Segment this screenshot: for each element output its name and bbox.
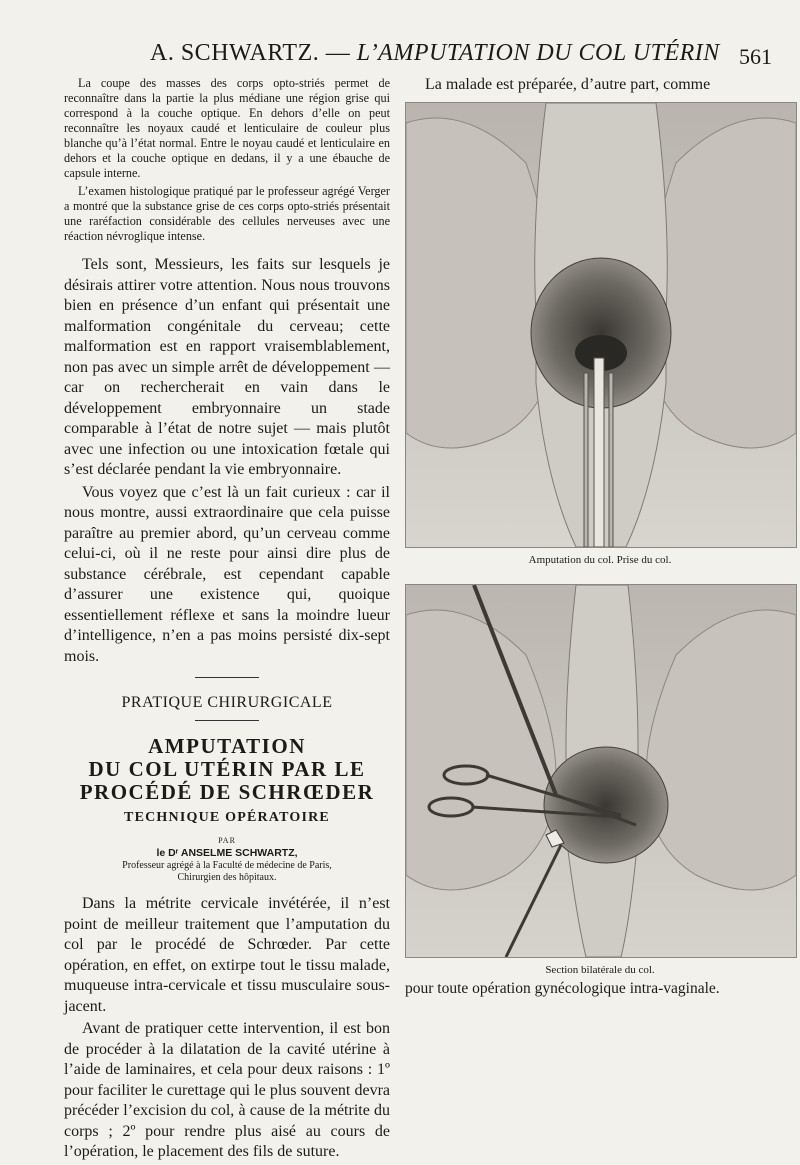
small-paragraph: L’examen histologique pratiqué par le professeur agrégé Verger a montré que la substance grise de ces corps opto-striés présentait une raréfaction considérable des cellules nerveuses avec une réaction névroglique intense. [64, 184, 390, 243]
running-head [150, 40, 770, 67]
article-title-line: AMPUTATION [148, 734, 306, 758]
figure-caption: Section bilatérale du col. [545, 964, 655, 976]
separator [195, 677, 259, 678]
section-heading: PRATIQUE CHIRURGICALE [121, 694, 333, 711]
small-paragraph: La coupe des masses des corps opto-striés permet de reconnaître dans la partie la plus médiane une région grise qui correspond à la couche optique. En dehors d’elle on peut reconnaître les noyaux caudé et lenticulaire de couleur plus blanche qu’à l’état normal. Entre le noyau caudé et lenticulaire en dehors et la couche optique en dedans, il y a une ébauche de capsule interne. [64, 76, 390, 180]
illustration-section-bilaterale [406, 585, 796, 957]
article-title-line: PROCÉDÉ DE SCHRŒDER [79, 780, 375, 804]
continued-line: pour toute opération gynécologique intra-vaginale. [405, 980, 720, 997]
figure-caption: Amputation du col. Prise du col. [528, 554, 672, 566]
illustration-amputation-prise-du-col [406, 103, 796, 547]
affiliation-line: Chirurgien des hôpitaux. [177, 872, 277, 883]
header-author: A. SCHWARTZ. [150, 40, 320, 66]
header-title: L’AMPUTATION DU COL UTÉRIN [356, 40, 720, 66]
article-paragraph: Dans la métrite cervicale invétérée, il n’est point de meilleur traitement que l’amputation du col par le procédé de Schrœder. Par cette opération, en effet, on extirpe tout le tissu malade, muqueuse intra-cervicale et tissu musculaire sous-jacent. [64, 895, 390, 1015]
separator [195, 720, 259, 721]
par-label: PAR [218, 836, 236, 845]
right-column [405, 76, 795, 998]
figure-section [405, 584, 797, 958]
article-subtitle: TECHNIQUE OPÉRATOIRE [124, 810, 330, 825]
affiliation [64, 860, 390, 884]
byline: le Dʳ ANSELME SCHWARTZ, [156, 847, 298, 859]
page-number: 561 [739, 44, 772, 69]
header-dash: — [325, 40, 351, 66]
body-paragraph: Tels sont, Messieurs, les faits sur lesquels je désirais attirer votre attention. Nous nous trouvons bien en présence d’un enfant qui présentait une malformation congénitale du cerveau; cette malformation est en rapport vraisemblablement, non pas avec un simple arrêt de développement — car on rechercherait en vain dans le développement embryonnaire un stade comparable à l’état de notre sujet — mais plutôt avec une infection ou une intoxication fœtale qui s’est déclarée pendant la vie embryonnaire. [64, 256, 390, 478]
affiliation-line: Professeur agrégé à la Faculté de médecine de Paris, [122, 860, 332, 871]
article-title-line: DU COL UTÉRIN PAR LE [88, 757, 366, 781]
body-paragraph: Vous voyez que c’est là un fait curieux : car il nous montre, aussi extraordinaire que cela puisse paraître au premier abord, qu’un cerveau comme celui-ci, où il ne reste pour ainsi dire plus de substance cérébrale, est cependant capable d’assurer une existence qui, quoique essentiellement réflexe et sans la moindre lueur d’intelligence, n’en a pas moins persisté dix-sept mois. [64, 483, 390, 665]
figure-cervix-grasp [405, 102, 797, 548]
continued-line: La malade est préparée, d’autre part, comme [425, 76, 711, 93]
article-paragraph: Avant de pratiquer cette intervention, il est bon de procéder à la dilatation de la cavité utérine à l’aide de laminaires, et cela pour deux raisons : 1º pour faciliter le curettage qui le plus souvent devra précéder l’excision du col, à cause de la métrite du corps ; 2º pour rendre plus aisé au cours de l’opération, le placement des fils de suture. [64, 1020, 390, 1160]
left-column [64, 76, 390, 1165]
